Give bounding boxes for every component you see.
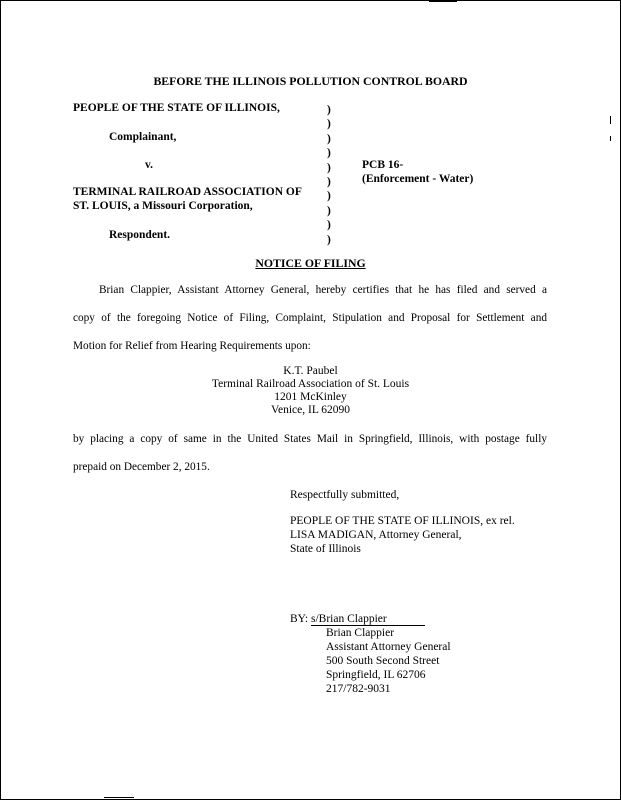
signer-title: Assistant Attorney General [326, 641, 451, 653]
scan-artifact [104, 797, 134, 798]
paren: ) [327, 190, 331, 203]
scan-artifact [610, 116, 611, 124]
paren: ) [327, 204, 331, 217]
body-line-1 [73, 284, 547, 296]
recipient-org: Terminal Railroad Association of St. Louis [211, 378, 410, 390]
signature-line [290, 613, 425, 627]
paren: ) [327, 147, 331, 160]
notice-title-text: NOTICE OF FILING [255, 256, 366, 270]
board-title: BEFORE THE ILLINOIS POLLUTION CONTROL BOARD [153, 74, 468, 88]
complainant-label: Complainant, [109, 131, 177, 143]
caption-parenthesis-column [327, 103, 337, 247]
respondent-name-line2: ST. LOUIS, a Missouri Corporation, [73, 200, 253, 212]
paren: ) [327, 175, 331, 188]
signer-city: Springfield, IL 62706 [326, 669, 426, 681]
by-label: BY: [290, 613, 309, 625]
body-line-4: by placing a copy of same in the United States Mail in Springfield, Illinois, with postage fully [73, 433, 547, 445]
signer-phone: 217/782-9031 [326, 683, 391, 695]
paren: ) [327, 132, 331, 145]
e-signature: s/Brian Clappier [311, 613, 425, 626]
body-line-3: Motion for Relief from Hearing Requirements upon: [73, 340, 311, 352]
paren: ) [327, 161, 331, 174]
scan-artifact [610, 136, 611, 141]
party-line-1: PEOPLE OF THE STATE OF ILLINOIS, ex rel. [290, 515, 515, 527]
recipient-street: 1201 McKinley [274, 391, 347, 403]
paren: ) [327, 104, 331, 116]
paren: ) [327, 219, 331, 232]
body-line-1-text: Brian Clappier, Assistant Attorney General, hereby certifies that he has filed and served a [99, 284, 547, 296]
complainant-name: PEOPLE OF THE STATE OF ILLINOIS, [73, 102, 280, 114]
body-line-5: prepaid on December 2, 2015. [73, 461, 210, 473]
signer-street: 500 South Second Street [326, 655, 440, 667]
respondent-name-line1: TERMINAL RAILROAD ASSOCIATION OF [73, 186, 302, 198]
versus-label: v. [145, 159, 153, 171]
respondent-label: Respondent. [109, 229, 171, 241]
body-line-2: copy of the foregoing Notice of Filing, Complaint, Stipulation and Proposal for Settlement and [73, 312, 547, 324]
paren: ) [327, 118, 331, 131]
case-number: PCB 16- [362, 159, 404, 171]
respectfully-submitted: Respectfully submitted, [290, 489, 400, 501]
scan-artifact [429, 1, 457, 2]
recipient-name: K.T. Paubel [283, 365, 338, 377]
party-line-2: LISA MADIGAN, Attorney General, [290, 529, 462, 541]
case-type: (Enforcement - Water) [362, 173, 474, 185]
paren: ) [327, 233, 331, 246]
recipient-city: Venice, IL 62090 [270, 404, 351, 416]
signer-name: Brian Clappier [326, 627, 395, 639]
notice-title [1, 256, 620, 271]
party-line-3: State of Illinois [290, 543, 361, 555]
